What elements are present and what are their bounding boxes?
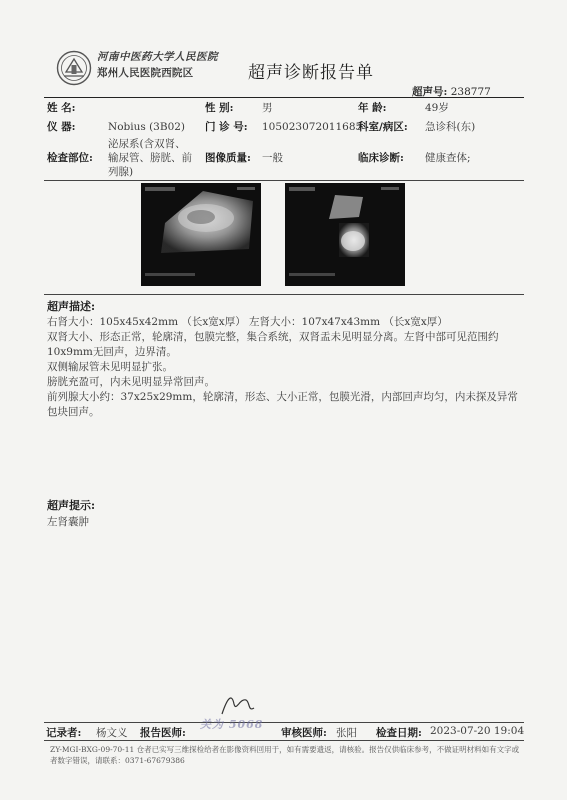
device-value: Nobius (3B02) bbox=[108, 121, 186, 133]
recorder-value: 杨文义 bbox=[96, 727, 128, 739]
recorder-label: 记录者: bbox=[46, 727, 82, 739]
description-line-kidney-finding: 双肾大小、形态正常，轮廓清，包膜完整，集合系统，双肾盂未见明显分离。左肾中部可见范围约10x9mm无回声，边界清。 bbox=[47, 331, 499, 358]
description-line-kidney-size: 右肾大小：105x45x42mm （长x宽x厚） 左肾大小：107x47x43mm （长x宽x厚） bbox=[47, 316, 448, 328]
age-label: 年 龄: bbox=[358, 102, 387, 114]
age-value: 49岁 bbox=[425, 102, 449, 114]
hospital-logo bbox=[56, 50, 92, 86]
exam-part-line2: 输尿管、膀胱、前 bbox=[108, 152, 192, 164]
exam-date-value: 2023-07-20 19:04 bbox=[430, 725, 525, 737]
description-line-bladder: 膀胱充盈可，内未见明显异常回声。 bbox=[47, 376, 215, 388]
exam-date-label: 检查日期: bbox=[376, 727, 422, 739]
hospital-name-line2: 郑州人民医院西院区 bbox=[97, 67, 194, 79]
image-quality-value: 一般 bbox=[262, 152, 283, 164]
description-body bbox=[47, 315, 522, 420]
description-title: 超声描述: bbox=[47, 300, 96, 313]
clinic-no-value: 105023072011685 bbox=[262, 121, 363, 133]
sex-value: 男 bbox=[262, 102, 273, 114]
hospital-name-line1: 河南中医药大学人民医院 bbox=[97, 51, 218, 63]
reviewer-value: 张阳 bbox=[336, 727, 357, 739]
report-number-label: 超声号: bbox=[412, 86, 448, 98]
clinical-diagnosis-label: 临床诊断: bbox=[358, 152, 404, 164]
doctor-stamp: 关为 5068 bbox=[200, 718, 264, 731]
info-divider bbox=[44, 180, 524, 181]
clinical-diagnosis-value: 健康查体; bbox=[425, 152, 471, 164]
exam-part-label: 检查部位: bbox=[47, 152, 93, 164]
footer-note: ZY-MGI-BXG-09-70-11 仓者已实写三维探检给者在影像资料回用于，如有需要遗返，请核验。报告仅供临床参考，不做证明材料如有文字或者数字错误，请联系：0371-67679386 bbox=[50, 745, 520, 765]
hospital-name bbox=[97, 49, 247, 81]
sex-label: 性 别: bbox=[205, 102, 234, 114]
device-label: 仪 器: bbox=[47, 121, 76, 133]
dept-label: 科室/病区: bbox=[358, 121, 408, 133]
reviewer-label: 审核医师: bbox=[281, 727, 327, 739]
report-number-value: 238777 bbox=[450, 86, 491, 98]
clinic-no-label: 门 诊 号: bbox=[205, 121, 248, 133]
report-doctor-label: 报告医师: bbox=[140, 727, 186, 739]
name-label: 姓 名: bbox=[47, 102, 76, 114]
dept-value: 急诊科(东) bbox=[425, 121, 476, 133]
description-line-ureter: 双侧输尿管未见明显扩张。 bbox=[47, 361, 173, 373]
description-line-prostate: 前列腺大小约：37x25x29mm，轮廓清，形态、大小正常，包膜光滑，内部回声均匀，内未探及异常包块回声。 bbox=[47, 391, 518, 418]
image-divider bbox=[44, 294, 524, 295]
ultrasound-image-2 bbox=[285, 183, 405, 286]
exam-part-line3: 列腺) bbox=[108, 166, 134, 178]
footer-divider-bottom bbox=[44, 740, 524, 741]
header-divider bbox=[44, 97, 524, 98]
image-quality-label: 图像质量: bbox=[205, 152, 251, 164]
exam-part-line1: 泌尿系(含双肾、 bbox=[108, 138, 186, 150]
report-title: 超声诊断报告单 bbox=[248, 63, 374, 83]
conclusion-text: 左肾囊肿 bbox=[47, 516, 89, 528]
conclusion-title: 超声提示: bbox=[47, 499, 96, 512]
ultrasound-image-1 bbox=[141, 183, 261, 286]
footer-divider-top bbox=[44, 722, 524, 723]
